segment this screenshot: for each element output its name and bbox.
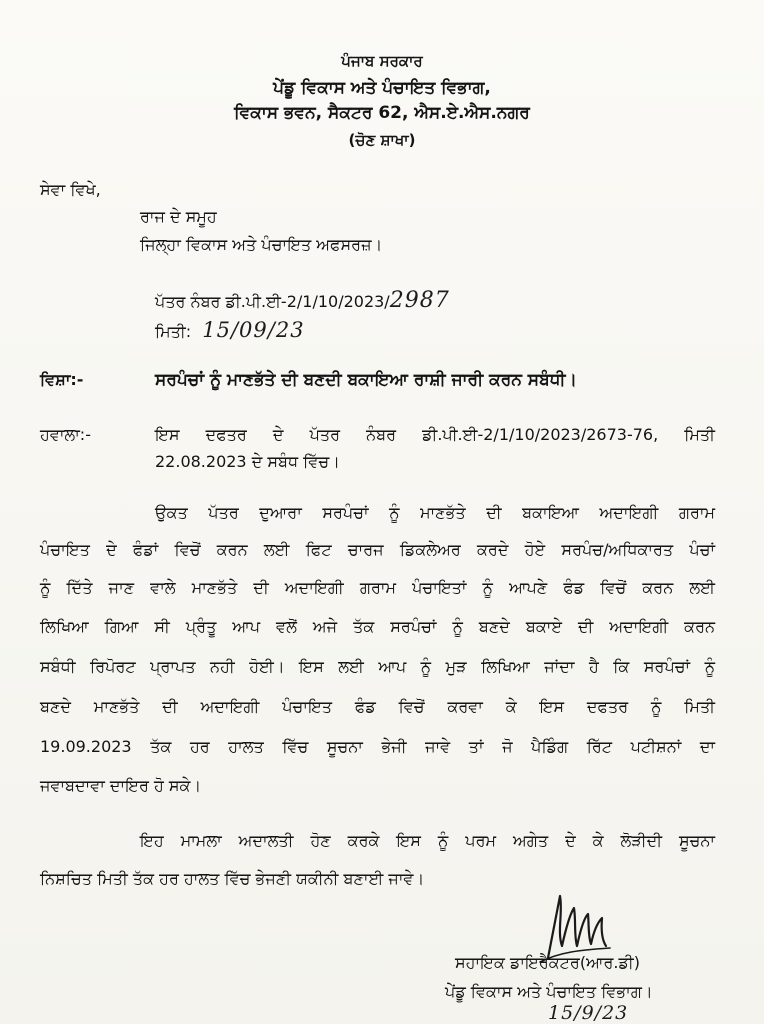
government-name: ਪੰਜਾਬ ਸਰਕਾਰ: [341, 52, 423, 70]
para2-line-2: ਨਿਸ਼ਚਿਤ ਮਿਤੀ ਤੱਕ ਹਰ ਹਾਲਤ ਵਿੱਚ ਭੇਜਣੀ ਯਕੀਨੀ ਬਣਾਈ ਜਾਵੇ।: [40, 869, 425, 888]
signatory-designation: ਸਹਾਇਕ ਡਾਇਰੈਕਟਰ(ਆਰ.ਡੀ): [455, 953, 640, 972]
reference-line-2: 22.08.2023 ਦੇ ਸਬੰਧ ਵਿੱਚ।: [155, 452, 340, 471]
para1-line-3: ਨੂੰ ਦਿੱਤੇ ਜਾਣ ਵਾਲੇ ਮਾਣਭੱਤੇ ਦੀ ਅਦਾਇਗੀ ਗਰਾਮ ਪੰਚਾਇਤਾਂ ਨੂੰ ਆਪਣੇ ਫੰਡ ਵਿਚੋਂ ਕਰਨ ਲਈ: [40, 578, 715, 597]
subject-text: ਸਰਪੰਚਾਂ ਨੂੰ ਮਾਣਭੱਤੇ ਦੀ ਬਣਦੀ ਬਕਾਇਆ ਰਾਸ਼ੀ ਜਾਰੀ ਕਰਨ ਸਬੰਧੀ।: [155, 370, 578, 390]
department-name: ਪੇਂਡੂ ਵਿਕਾਸ ਅਤੇ ਪੰਚਾਇਤ ਵਿਭਾਗ,: [273, 78, 491, 98]
letter-number: [155, 288, 450, 313]
para1-line-6: ਬਣਦੇ ਮਾਣਭੱਤੇ ਦੀ ਅਦਾਇਗੀ ਪੰਚਾਇਤ ਫੰਡ ਵਿਚੋਂ ਕਰਵਾ ਕੇ ਇਸ ਦਫਤਰ ਨੂੰ ਮਿਤੀ: [40, 697, 715, 716]
letter-number-label: ਪੱਤਰ ਨੰਬਰ ਡੀ.ਪੀ.ਈ-2/1/10/2023/: [155, 292, 390, 311]
reference-line-1: ਇਸ ਦਫਤਰ ਦੇ ਪੱਤਰ ਨੰਬਰ ਡੀ.ਪੀ.ਈ-2/1/10/2023/2673-76, ਮਿਤੀ: [155, 425, 715, 444]
letter-date: [155, 318, 305, 342]
para1-line-5: ਸਬੰਧੀ ਰਿਪੋਰਟ ਪ੍ਰਾਪਤ ਨਹੀ ਹੋਈ। ਇਸ ਲਈ ਆਪ ਨੂੰ ਮੁੜ ਲਿਖਿਆ ਜਾਂਦਾ ਹੈ ਕਿ ਸਰਪੰਚਾਂ ਨੂੰ: [40, 657, 715, 676]
para2-line-1: ਇਹ ਮਾਮਲਾ ਅਦਾਲਤੀ ਹੋਣ ਕਰਕੇ ਇਸ ਨੂੰ ਪਰਮ ਅਗੇਤ ਦੇ ਕੇ ਲੋੜੀਦੀ ਸੂਚਨਾ: [140, 831, 715, 850]
salutation: ਸੇਵਾ ਵਿਖੇ,: [40, 180, 101, 199]
signature-date-handwritten: 15/9/23: [548, 1002, 629, 1024]
addressee-line-1: ਰਾਜ ਦੇ ਸਮੂਹ: [140, 207, 217, 226]
subject-label: ਵਿਸ਼ਾ:-: [40, 370, 84, 389]
para1-line-2: ਪੰਚਾਇਤ ਦੇ ਫੰਡਾਂ ਵਿਚੋਂ ਕਰਨ ਲਈ ਫਿਟ ਚਾਰਜ ਡਿਕਲੇਅਰ ਕਰਦੇ ਹੋਏ ਸਰਪੰਚ/ਅਧਿਕਾਰਤ ਪੰਚਾਂ: [40, 540, 715, 559]
para1-line-8: ਜਵਾਬਦਾਵਾ ਦਾਇਰ ਹੋ ਸਕੇ।: [40, 776, 202, 795]
letter-number-handwritten: 2987: [389, 288, 450, 313]
letter-date-handwritten: 15/09/23: [202, 318, 305, 342]
para1-line-4: ਲਿਖਿਆ ਗਿਆ ਸੀ ਪ੍ਰੰਤੂ ਆਪ ਵਲੋਂ ਅਜੇ ਤੱਕ ਸਰਪੰਚਾਂ ਨੂੰ ਬਣਦੇ ਬਕਾਏ ਦੀ ਅਦਾਇਗੀ ਕਰਨ: [40, 617, 715, 636]
para1-line-1: ਉਕਤ ਪੱਤਰ ਦੁਆਰਾ ਸਰਪੰਚਾਂ ਨੂੰ ਮਾਣਭੱਤੇ ਦੀ ਬਕਾਇਆ ਅਦਾਇਗੀ ਗਰਾਮ: [155, 503, 715, 522]
office-address: ਵਿਕਾਸ ਭਵਨ, ਸੈਕਟਰ 62, ਐਸ.ਏ.ਐਸ.ਨਗਰ: [234, 103, 530, 123]
signatory-department: ਪੇਂਡੂ ਵਿਕਾਸ ਅਤੇ ਪੰਚਾਇਤ ਵਿਭਾਗ।: [445, 982, 653, 1001]
branch-name: (ਚੋਣ ਸ਼ਾਖਾ): [348, 131, 416, 149]
letter-date-label: ਮਿਤੀ:: [155, 322, 192, 341]
addressee-line-2: ਜਿਲ੍ਹਾ ਵਿਕਾਸ ਅਤੇ ਪੰਚਾਇਤ ਅਫਸਰਜ਼।: [140, 235, 383, 254]
reference-label: ਹਵਾਲਾ:-: [40, 425, 91, 444]
para1-line-7: 19.09.2023 ਤੱਕ ਹਰ ਹਾਲਤ ਵਿੱਚ ਸੂਚਨਾ ਭੇਜੀ ਜਾਵੇ ਤਾਂ ਜੋ ਪੈਡਿੰਗ ਰਿੱਟ ਪਟੀਸ਼ਨਾਂ ਦਾ: [40, 737, 715, 756]
